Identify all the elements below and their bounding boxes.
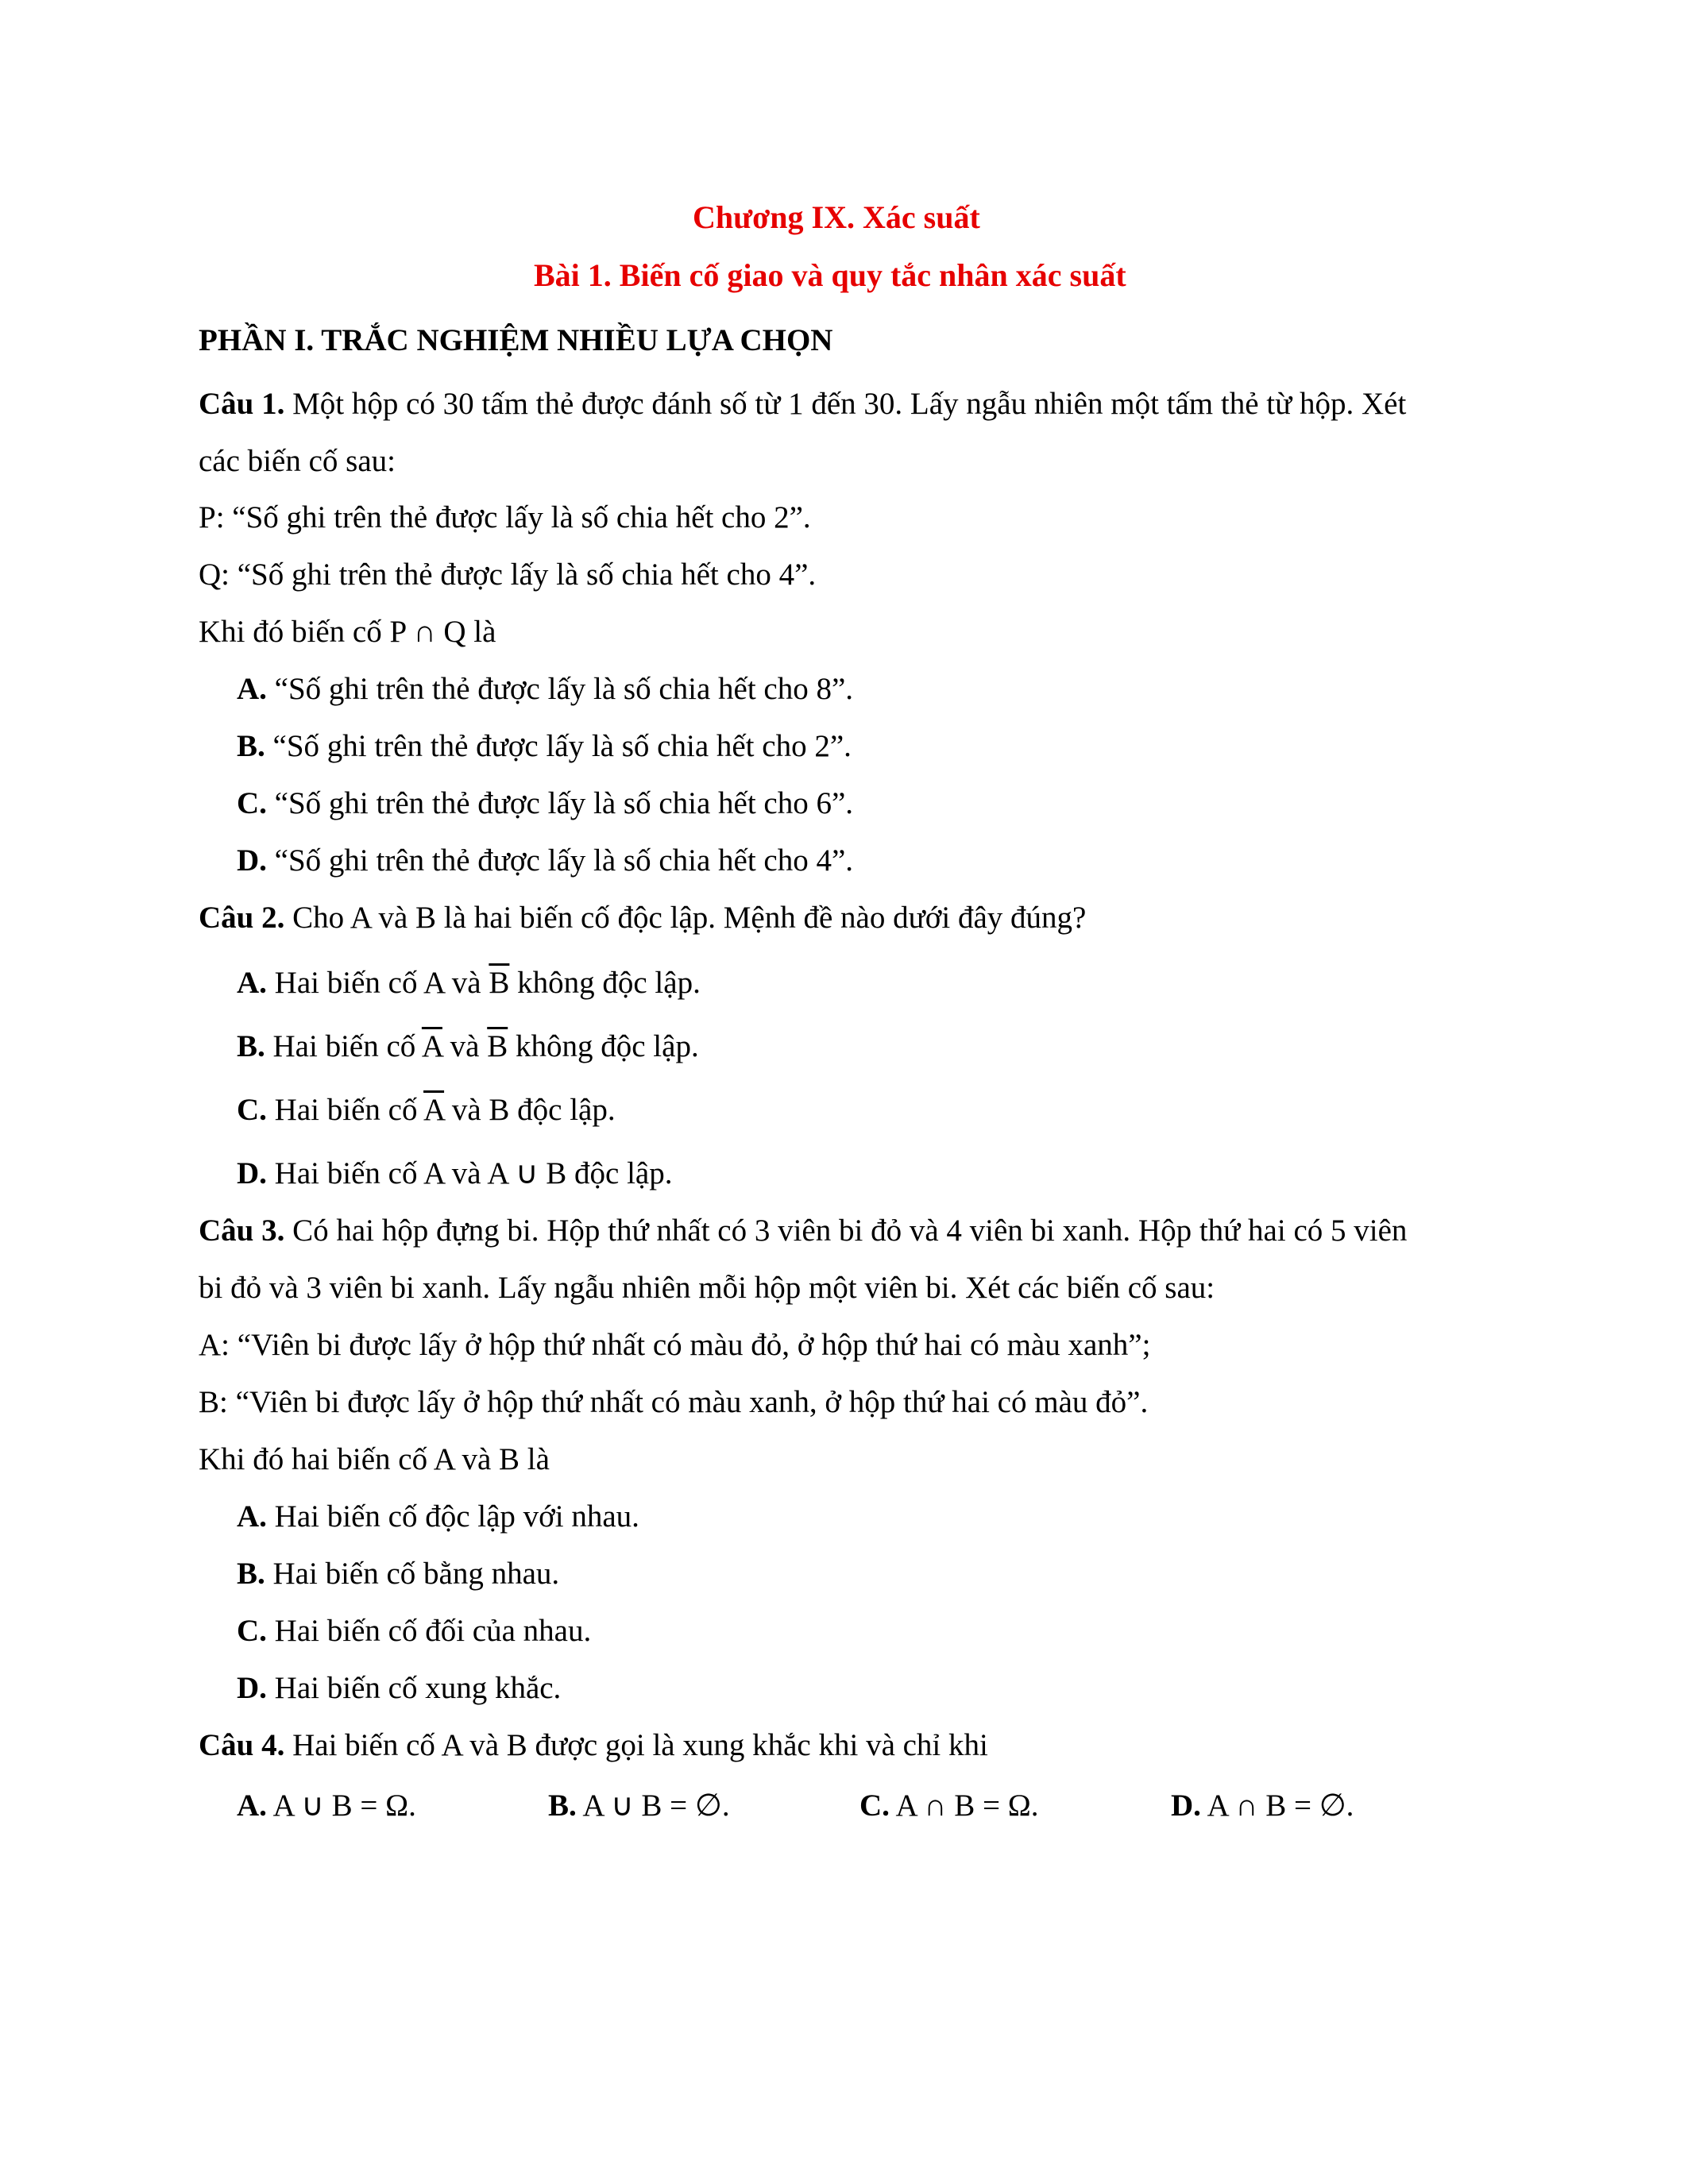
q3-option-c-text: Hai biến cố đối của nhau.	[266, 1614, 592, 1648]
q1-option-d-text: “Số ghi trên thẻ được lấy là số chia hết cho 4”.	[266, 843, 854, 878]
q3-option-b	[237, 1555, 559, 1593]
q4-option-b-text: A ∪ B = ∅.	[576, 1788, 730, 1823]
q2-option-d-key: D.	[237, 1156, 267, 1190]
chapter-title: Chương IX. Xác suất	[693, 199, 980, 235]
q3-option-d-key: D.	[237, 1671, 267, 1705]
q1-option-c-text: “Số ghi trên thẻ được lấy là số chia hết cho 6”.	[266, 786, 854, 820]
q1-option-d	[237, 842, 853, 880]
q3-line1	[199, 1212, 1407, 1250]
q4-option-a	[237, 1787, 416, 1825]
q3-text2: bi đỏ và 3 viên bi xanh. Lấy ngẫu nhiên mỗi hộp một viên bi. Xét các biến cố sau:	[199, 1271, 1215, 1305]
q1-option-a-key: A.	[237, 672, 267, 706]
q4-text: Hai biến cố A và B được gọi là xung khắc khi và chỉ khi	[284, 1728, 988, 1762]
q2-option-c-bar: $\overline{A}$	[423, 1093, 445, 1127]
q2-option-a-pre: Hai biến cố A và	[266, 966, 489, 1000]
q2-option-b-post: không độc lập.	[508, 1029, 699, 1063]
q2-option-a-post: không độc lập.	[509, 966, 701, 1000]
q3-prompt: Khi đó hai biến cố A và B là	[199, 1442, 550, 1476]
q2-option-d	[237, 1155, 672, 1193]
q3-option-a	[237, 1498, 639, 1536]
q4-option-c-text: A ∩ B = Ω.	[889, 1788, 1039, 1823]
q3-event-b: B: “Viên bi được lấy ở hộp thứ nhất có màu xanh, ở hộp thứ hai có màu đỏ”.	[199, 1385, 1149, 1419]
q2-option-c-post: và B độc lập.	[444, 1093, 616, 1127]
q3-option-d-text: Hai biến cố xung khắc.	[266, 1671, 562, 1705]
q4-line	[199, 1727, 988, 1765]
q1-option-b-text: “Số ghi trên thẻ được lấy là số chia hết cho 2”.	[265, 729, 852, 763]
q1-text1: Một hộp có 30 tấm thẻ được đánh số từ 1 đến 30. Lấy ngẫu nhiên một tấm thẻ từ hộp. Xét	[284, 387, 1407, 421]
q2-option-c	[237, 1091, 616, 1129]
q3-option-c	[237, 1612, 591, 1650]
q4-option-a-text: A ∪ B = Ω.	[266, 1788, 416, 1823]
q3-option-a-text: Hai biến cố độc lập với nhau.	[266, 1499, 639, 1534]
q3-event-a: A: “Viên bi được lấy ở hộp thứ nhất có màu đỏ, ở hộp thứ hai có màu xanh”;	[199, 1328, 1151, 1362]
q1-option-c	[237, 785, 853, 823]
q2-option-a-key: A.	[237, 966, 267, 1000]
section-title: PHẦN I. TRẮC NGHIỆM NHIỀU LỰA CHỌN	[199, 323, 833, 357]
q3-option-b-text: Hai biến cố bằng nhau.	[265, 1557, 560, 1591]
q4-label: Câu 4.	[199, 1728, 285, 1762]
q2-option-b-pre: Hai biến cố	[265, 1029, 422, 1063]
q1-option-c-key: C.	[237, 786, 267, 820]
q3-option-a-key: A.	[237, 1499, 267, 1534]
q4-option-c	[859, 1787, 1038, 1825]
q2-option-b-bar2: $\overline{B}$	[487, 1029, 508, 1063]
q1-line1	[199, 385, 1406, 423]
q4-option-b-key: B.	[548, 1788, 577, 1823]
q1-option-a-text: “Số ghi trên thẻ được lấy là số chia hết cho 8”.	[266, 672, 854, 706]
q1-event-p: P: “Số ghi trên thẻ được lấy là số chia hết cho 2”.	[199, 500, 811, 534]
q1-option-b	[237, 727, 852, 766]
q3-text1: Có hai hộp đựng bi. Hộp thứ nhất có 3 viên bi đỏ và 4 viên bi xanh. Hộp thứ hai có 5 viên	[284, 1214, 1408, 1248]
q3-label: Câu 3.	[199, 1214, 285, 1248]
q2-option-b-bar1: $\overline{A}$	[421, 1029, 442, 1063]
q2-label: Câu 2.	[199, 901, 285, 935]
q2-option-c-key: C.	[237, 1093, 267, 1127]
q4-option-d-key: D.	[1171, 1788, 1201, 1823]
q4-option-c-key: C.	[859, 1788, 890, 1823]
q2-option-d-text: Hai biến cố A và A ∪ B độc lập.	[266, 1156, 673, 1190]
q2-option-a	[237, 964, 701, 1002]
q1-label: Câu 1.	[199, 387, 285, 421]
q4-option-b	[548, 1787, 730, 1825]
q2-option-b	[237, 1028, 699, 1066]
q4-option-d-text: A ∩ B = ∅.	[1200, 1788, 1354, 1823]
q1-text2: các biến cố sau:	[199, 444, 396, 478]
q3-option-d	[237, 1669, 561, 1707]
q4-option-d	[1171, 1787, 1354, 1825]
q1-event-q: Q: “Số ghi trên thẻ được lấy là số chia hết cho 4”.	[199, 558, 817, 592]
q3-option-c-key: C.	[237, 1614, 267, 1648]
q1-option-b-key: B.	[237, 729, 265, 763]
q2-option-a-bar: $\overline{B}$	[489, 966, 510, 1000]
q3-option-b-key: B.	[237, 1557, 265, 1591]
q2-option-b-key: B.	[237, 1029, 265, 1063]
q2-text: Cho A và B là hai biến cố độc lập. Mệnh đề nào dưới đây đúng?	[284, 901, 1087, 935]
lesson-title: Bài 1. Biến cố giao và quy tắc nhân xác suất	[534, 257, 1126, 293]
q4-option-a-key: A.	[237, 1788, 267, 1823]
q2-option-c-pre: Hai biến cố	[266, 1093, 424, 1127]
q2-option-b-mid: và	[442, 1029, 488, 1063]
q1-option-a	[237, 670, 853, 708]
q1-prompt: Khi đó biến cố P ∩ Q là	[199, 615, 496, 649]
q1-option-d-key: D.	[237, 843, 267, 878]
q2-line	[199, 899, 1086, 937]
